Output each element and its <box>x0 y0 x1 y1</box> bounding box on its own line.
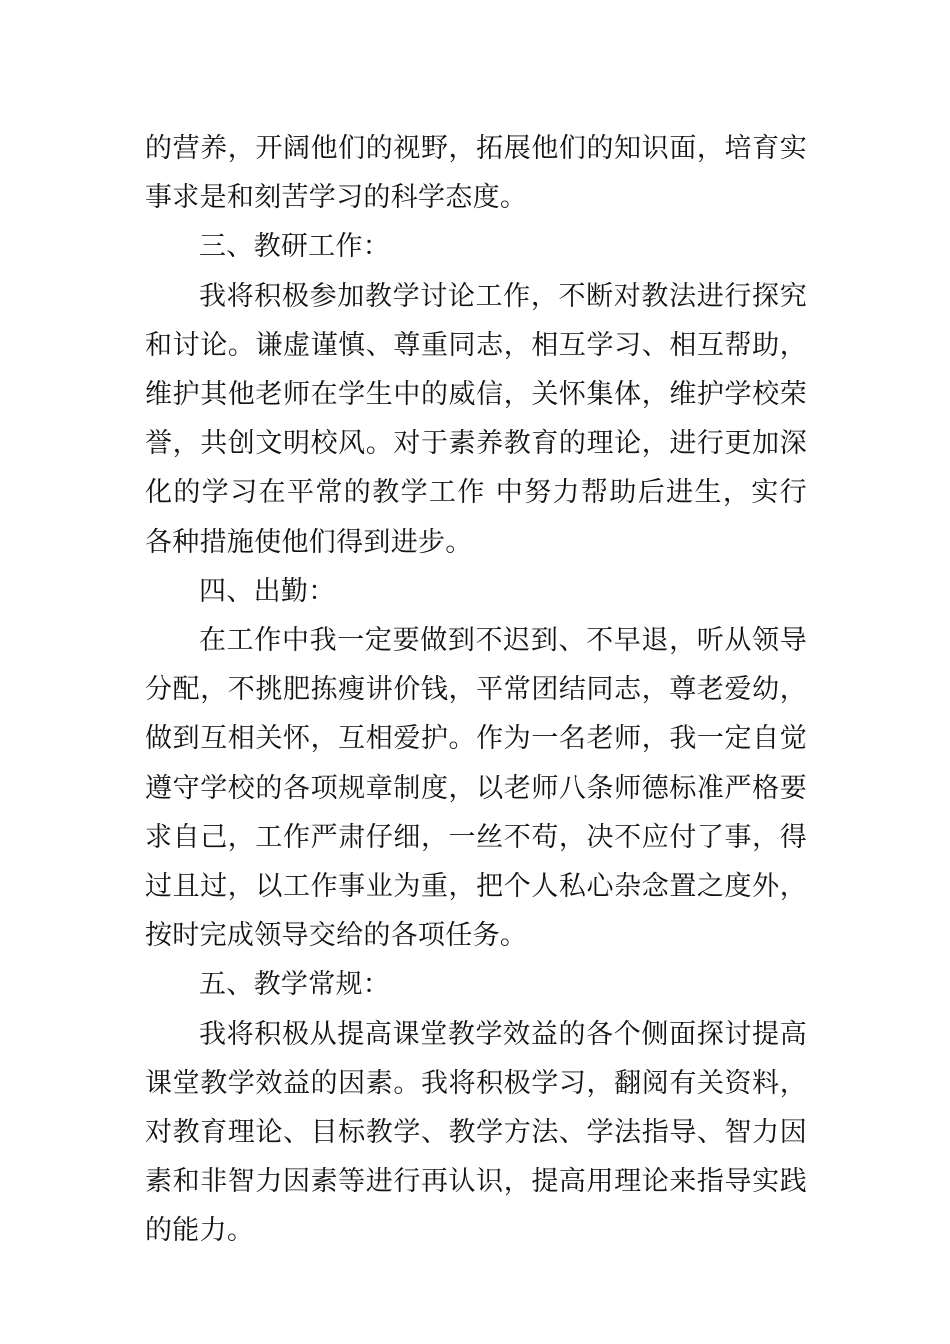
section-heading-teaching-routine: 五、教学常规： <box>199 969 391 1001</box>
paragraph-teaching-research: 我将积极参加教学讨论工作，不断对教法进行探究和讨论。谦虚谨慎、尊重同志，相互学习、相互帮助，维护其他老师在学生中的威信，关怀集体，维护学校荣誉，共创文明校风。对于素养教育的理论，进行更加深化的学习在平常的教学工作 中努力帮助后进生，实行各种措施使他们得到进步。 <box>145 280 807 558</box>
paragraph-attendance: 在工作中我一定要做到不迟到、不早退，听从领导分配，不挑肥拣瘦讲价钱，平常团结同志，尊老爱幼，做到互相关怀，互相爱护。作为一名老师，我一定自觉遵守学校的各项规章制度，以老师八条师德标准严格要求自己，工作严肃仔细，一丝不苟，决不应付了事，得过且过，以工作事业为重，把个人私心杂念置之度外，按时完成领导交给的各项任务。 <box>145 625 807 952</box>
paragraph-teaching-routine: 我将积极从提高课堂教学效益的各个侧面探讨提高课堂教学效益的因素。我将积极学习，翻阅有关资料，对教育理论、目标教学、教学方法、学法指导、智力因素和非智力因素等进行再认识，提高用理论来指导实践的能力。 <box>145 1018 807 1247</box>
document-body <box>145 124 807 1256</box>
section-heading-attendance: 四、出勤： <box>199 575 336 607</box>
paragraph-continuation: 的营养，开阔他们的视野，拓展他们的知识面，培育实事求是和刻苦学习的科学态度。 <box>145 133 807 214</box>
section-heading-teaching-research: 三、教研工作： <box>199 231 391 263</box>
